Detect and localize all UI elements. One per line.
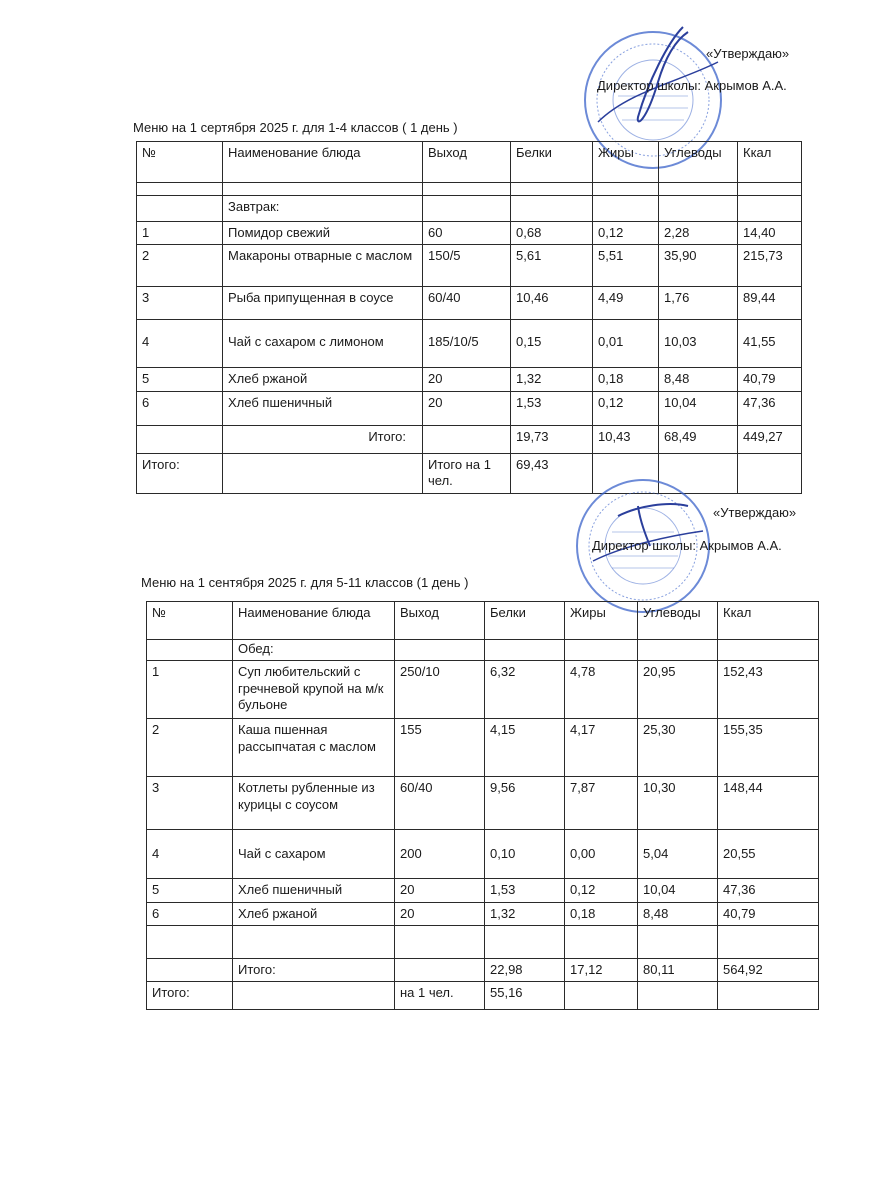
carbs: 2,28: [659, 222, 738, 245]
dish-name: Чай с сахаром с лимоном: [223, 320, 423, 368]
totals-row: [137, 425, 802, 453]
approval-title: «Утверждаю»: [706, 46, 790, 61]
proteins: 1,32: [511, 368, 593, 391]
menu-table-2: [146, 601, 819, 1010]
footer-label: Итого:: [137, 453, 223, 493]
proteins: 1,32: [485, 902, 565, 925]
table-row: [137, 287, 802, 320]
menu-table-1: [136, 141, 802, 494]
row-number: 1: [147, 661, 233, 719]
approval-title: «Утверждаю»: [713, 505, 797, 520]
header-cell: Углеводы: [659, 142, 738, 183]
total-kcal: 449,27: [738, 425, 802, 453]
kcal: 215,73: [738, 245, 802, 287]
meal-label-row: [137, 196, 802, 222]
table-row: [147, 661, 819, 719]
carbs: 1,76: [659, 287, 738, 320]
dish-name: Хлеб пшеничный: [233, 879, 395, 902]
portion: 20: [395, 879, 485, 902]
proteins: 0,10: [485, 830, 565, 879]
total-kcal: 564,92: [718, 958, 819, 981]
proteins: 0,68: [511, 222, 593, 245]
kcal: 89,44: [738, 287, 802, 320]
header-cell: Наименование блюда: [233, 602, 395, 640]
kcal: 47,36: [738, 391, 802, 425]
fats: 7,87: [565, 777, 638, 830]
portion: 60/40: [423, 287, 511, 320]
dish-name: Хлеб ржаной: [223, 368, 423, 391]
row-number: 1: [137, 222, 223, 245]
proteins: 9,56: [485, 777, 565, 830]
table-header-row: [137, 142, 802, 183]
footer-per-person-label: Итого на 1 чел.: [423, 453, 511, 493]
fats: 0,12: [565, 879, 638, 902]
kcal: 148,44: [718, 777, 819, 830]
portion: 200: [395, 830, 485, 879]
portion: 20: [395, 902, 485, 925]
proteins: 1,53: [511, 391, 593, 425]
carbs: 10,04: [638, 879, 718, 902]
fats: 0,01: [593, 320, 659, 368]
fats: 0,18: [565, 902, 638, 925]
fats: 4,78: [565, 661, 638, 719]
header-cell: Ккал: [718, 602, 819, 640]
table-row: [137, 368, 802, 391]
dish-name: Суп любительский с гречневой крупой на м/к бульоне: [233, 661, 395, 719]
fats: 0,12: [593, 391, 659, 425]
kcal: 40,79: [738, 368, 802, 391]
portion: 20: [423, 391, 511, 425]
header-cell: №: [147, 602, 233, 640]
total-proteins: 19,73: [511, 425, 593, 453]
fats: 0,12: [593, 222, 659, 245]
total-fats: 10,43: [593, 425, 659, 453]
dish-name: Рыба припущенная в соусе: [223, 287, 423, 320]
row-number: 4: [137, 320, 223, 368]
header-cell: Выход: [395, 602, 485, 640]
kcal: 14,40: [738, 222, 802, 245]
table-row: [147, 902, 819, 925]
fats: 0,18: [593, 368, 659, 391]
director-line: Директор школы: Акрымов А.А.: [597, 78, 787, 93]
row-number: 2: [137, 245, 223, 287]
meal-label: Завтрак:: [223, 196, 423, 222]
portion: 20: [423, 368, 511, 391]
header-cell: Выход: [423, 142, 511, 183]
total-carbs: 68,49: [659, 425, 738, 453]
proteins: 6,32: [485, 661, 565, 719]
fats: 5,51: [593, 245, 659, 287]
menu-caption-2: Меню на 1 сентября 2025 г. для 5-11 классов (1 день ): [141, 575, 469, 590]
fats: 0,00: [565, 830, 638, 879]
table-row: [137, 222, 802, 245]
footer-label: Итого:: [147, 982, 233, 1010]
row-number: 6: [147, 902, 233, 925]
dish-name: Макароны отварные с маслом: [223, 245, 423, 287]
carbs: 8,48: [659, 368, 738, 391]
menu-caption-1: Меню на 1 сертября 2025 г. для 1-4 классов ( 1 день ): [133, 120, 458, 135]
carbs: 5,04: [638, 830, 718, 879]
fats: 4,49: [593, 287, 659, 320]
row-number: 2: [147, 719, 233, 777]
table-row: [147, 777, 819, 830]
header-cell: Наименование блюда: [223, 142, 423, 183]
spacer-row: [137, 183, 802, 196]
row-number: 5: [147, 879, 233, 902]
totals-label: Итого:: [223, 425, 423, 453]
footer-row: [147, 982, 819, 1010]
kcal: 152,43: [718, 661, 819, 719]
carbs: 20,95: [638, 661, 718, 719]
proteins: 10,46: [511, 287, 593, 320]
row-number: 4: [147, 830, 233, 879]
kcal: 40,79: [718, 902, 819, 925]
dish-name: Котлеты рубленные из курицы с соусом: [233, 777, 395, 830]
carbs: 10,03: [659, 320, 738, 368]
proteins: 1,53: [485, 879, 565, 902]
total-carbs: 80,11: [638, 958, 718, 981]
header-cell: Углеводы: [638, 602, 718, 640]
kcal: 41,55: [738, 320, 802, 368]
dish-name: Каша пшенная рассыпчатая с маслом: [233, 719, 395, 777]
portion: 150/5: [423, 245, 511, 287]
table-row: [147, 879, 819, 902]
table-row: [137, 320, 802, 368]
totals-row: [147, 958, 819, 981]
director-line: Директор школы: Акрымов А.А.: [592, 538, 782, 553]
portion: 185/10/5: [423, 320, 511, 368]
row-number: 3: [137, 287, 223, 320]
table-row: [137, 245, 802, 287]
empty-row: [147, 925, 819, 958]
carbs: 10,30: [638, 777, 718, 830]
fats: 4,17: [565, 719, 638, 777]
portion: 60: [423, 222, 511, 245]
table-row: [147, 830, 819, 879]
totals-label: Итого:: [233, 958, 395, 981]
row-number: 3: [147, 777, 233, 830]
header-cell: Белки: [485, 602, 565, 640]
footer-per-person-label: на 1 чел.: [395, 982, 485, 1010]
footer-value: 69,43: [511, 453, 593, 493]
row-number: 6: [137, 391, 223, 425]
carbs: 35,90: [659, 245, 738, 287]
header-cell: Ккал: [738, 142, 802, 183]
meal-label: Обед:: [233, 640, 395, 661]
dish-name: Хлеб пшеничный: [223, 391, 423, 425]
header-cell: Жиры: [593, 142, 659, 183]
row-number: 5: [137, 368, 223, 391]
carbs: 8,48: [638, 902, 718, 925]
dish-name: Чай с сахаром: [233, 830, 395, 879]
kcal: 155,35: [718, 719, 819, 777]
header-cell: Белки: [511, 142, 593, 183]
portion: 60/40: [395, 777, 485, 830]
meal-label-row: [147, 640, 819, 661]
portion: 155: [395, 719, 485, 777]
kcal: 47,36: [718, 879, 819, 902]
proteins: 0,15: [511, 320, 593, 368]
table-header-row: [147, 602, 819, 640]
header-cell: №: [137, 142, 223, 183]
table-row: [147, 719, 819, 777]
dish-name: Помидор свежий: [223, 222, 423, 245]
total-fats: 17,12: [565, 958, 638, 981]
carbs: 10,04: [659, 391, 738, 425]
header-cell: Жиры: [565, 602, 638, 640]
total-proteins: 22,98: [485, 958, 565, 981]
kcal: 20,55: [718, 830, 819, 879]
proteins: 4,15: [485, 719, 565, 777]
carbs: 25,30: [638, 719, 718, 777]
dish-name: Хлеб ржаной: [233, 902, 395, 925]
proteins: 5,61: [511, 245, 593, 287]
footer-value: 55,16: [485, 982, 565, 1010]
table-row: [137, 391, 802, 425]
portion: 250/10: [395, 661, 485, 719]
